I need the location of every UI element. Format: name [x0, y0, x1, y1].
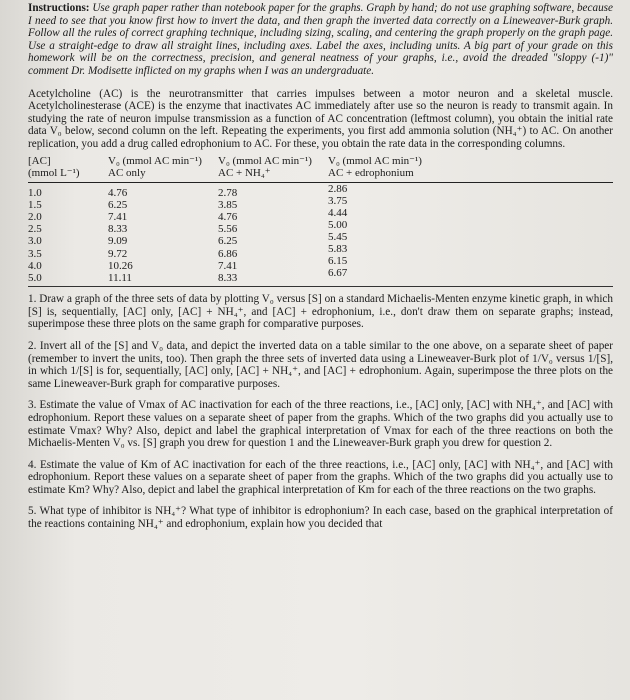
rate-data-table	[28, 155, 613, 285]
header-ac-edrophonium: V₀ (mmol AC min⁻¹) AC + edrophonium	[328, 155, 613, 183]
column-ac-only-values: 4.76 6.25 7.41 8.33 9.09 9.72 10.26 11.11	[108, 186, 133, 284]
question-3: 3. Estimate the value of Vmax of AC inactivation for each of the three reactions, i.e., [AC] only, [AC] with NH₄⁺, and [AC] with edrophonium. Report these values on a separate sheet of paper from the graphs. Which of the two graphs did you actually use to estimate Vmax? Why? Also, depict and label the graphical interpretation of Vmax for each of the three reactions on both the Michaelis-Menten V₀ vs. [S] graph you drew for question 1 and the Lineweaver-Burk graph you drew for question 2.	[28, 399, 613, 450]
question-2: 2. Invert all of the [S] and V₀ data, and depict the inverted data on a table similar to the one above, on a separate sheet of paper (remember to invert the units, too). Then graph the three sets of inverted data using a Lineweaver-Burk plot of 1/V₀ versus 1/[S], in which 1/[S] is for, sequentially, [AC] only, [AC] + NH₄⁺, and [AC] + edrophonium. Again, superimpose the three plots on the same Lineweaver-Burk graph for comparative purposes.	[28, 339, 613, 390]
worksheet-content	[28, 2, 613, 540]
question-4: 4. Estimate the value of Km of AC inactivation for each of the three reactions, i.e., [AC] only, [AC] with NH₄⁺, and [AC] with edrophonium. Report these values on a separate sheet of paper from the graphs. Which of the two graphs did you actually use to estimate Km? Why? Also, depict and label the graphical interpretation of Km for each of the three reactions on the two graphs.	[28, 458, 613, 496]
column-ac-values: 1.0 1.5 2.0 2.5 3.0 3.5 4.0 5.0	[28, 186, 42, 284]
table-body-row	[28, 182, 613, 284]
header-ac-only: V₀ (mmol AC min⁻¹) AC only	[108, 155, 218, 183]
column-edrophonium-values: 2.86 3.75 4.44 5.00 5.45 5.83 6.15 6.67	[328, 182, 348, 279]
instructions-body: Use graph paper rather than notebook paper for the graphs. Graph by hand; do not use graphing software, because I need to see that you know first how to invert the data, and then graph the inverted data correctly on a Lineweaver-Burk graph. Follow all the rules of correct graphing technique, including sizing, scaling, and centering the graph properly on the graph page. Use a straight-edge to draw all straight lines, including axes. Label the axes, including units. A big part of your grade on this homework will be on the correctness, precision, and general neatness of your graphs, i.e., avoid the dreaded "sloppy (-1)" comment Dr. Modisette inflicted on my graphs when I was an undergraduate.	[28, 2, 613, 77]
column-nh4-values: 2.78 3.85 4.76 5.56 6.25 6.86 7.41 8.33	[218, 186, 238, 284]
intro-paragraph: Acetylcholine (AC) is the neurotransmitter that carries impulses between a motor neuron and a skeletal muscle. Acetylcholinesterase (ACE) is the enzyme that inactivates AC immediately after use so the neuron is ready to transmit again. In studying the rate of neuron impulse transmission as a function of AC concentration (leftmost column), you obtain the initial rate data V₀ below, second column on the left. Repeating the experiments, you first add ammonia solution (NH₄⁺) to AC. On another replication, you add a drug called edrophonium to AC. For these, you obtain the rate data in the corresponding columns.	[28, 87, 613, 150]
header-ac-nh4: V₀ (mmol AC min⁻¹) AC + NH₄⁺	[218, 155, 328, 183]
question-1: 1. Draw a graph of the three sets of data by plotting V₀ versus [S] on a standard Michaelis-Menten enzyme kinetic graph, in which [S] is, sequentially, [AC] only, [AC] + NH₄⁺, and [AC] + edrophonium, i.e., don't draw them on separate graphs; instead, superimpose these three plots on the same graph for comparative purposes.	[28, 293, 613, 331]
instructions-paragraph	[28, 2, 613, 78]
question-5: 5. What type of inhibitor is NH₄⁺? What type of inhibitor is edrophonium? In each case, based on the graphical interpretation of the reactions containing NH₄⁺ and edrophonium, explain how you decided that	[28, 505, 613, 531]
table-header-row	[28, 155, 613, 183]
instructions-lead: Instructions:	[28, 2, 90, 14]
section-divider	[28, 286, 613, 287]
header-ac-concentration: [AC] (mmol L⁻¹)	[28, 155, 108, 183]
